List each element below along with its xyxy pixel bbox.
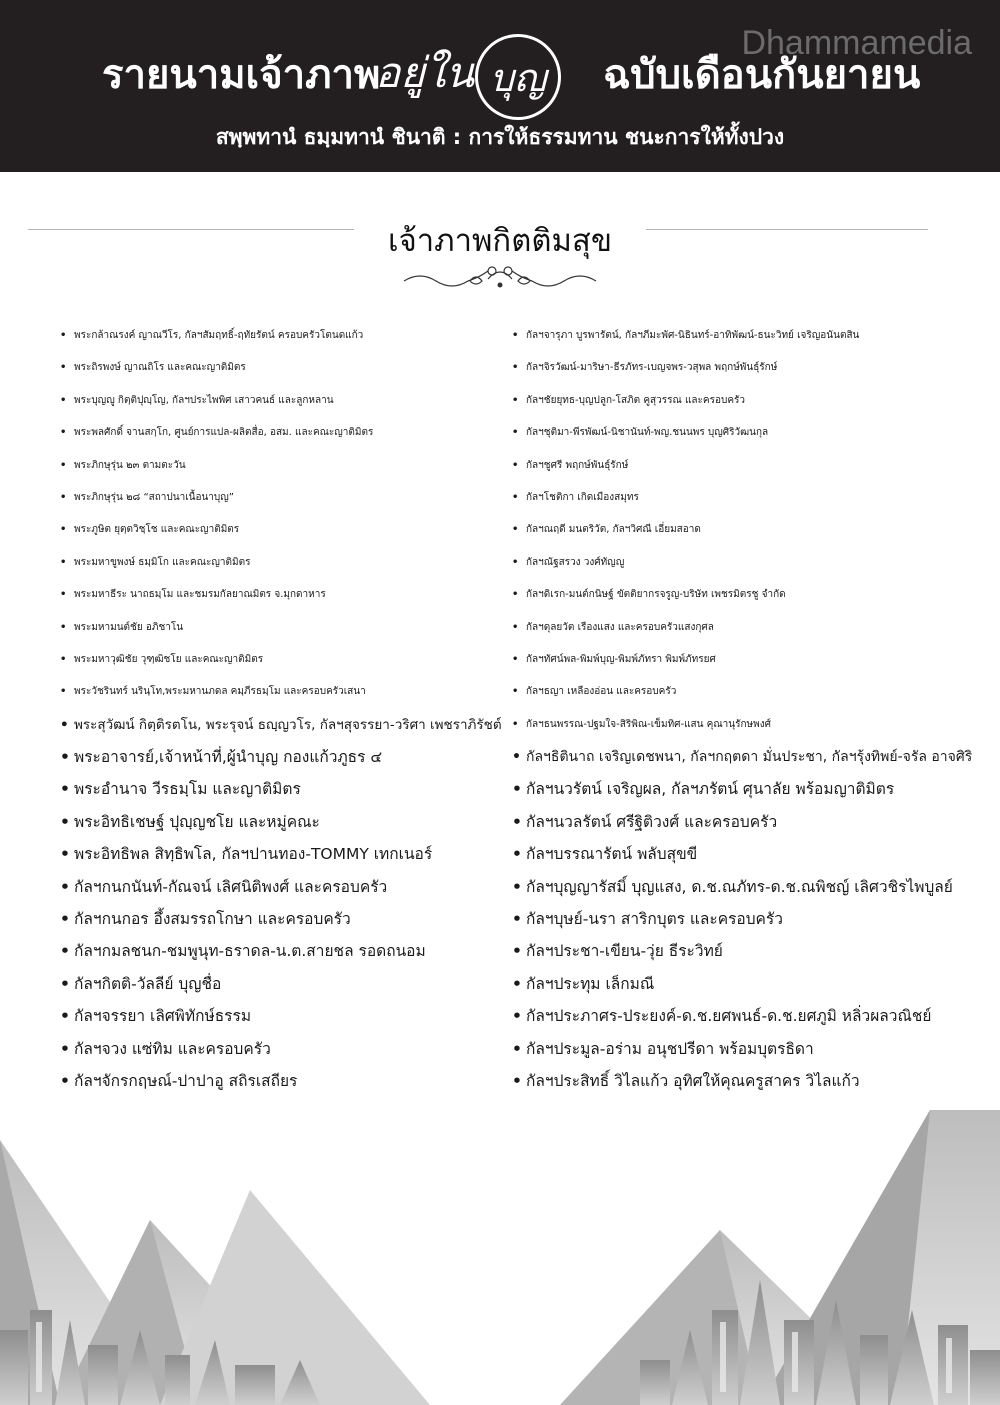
list-item	[512, 903, 972, 935]
host-name: กัลฯกมลชนก-ชมพูนุท-ธราดล-น.ต.สายชล รอดถนอม	[74, 942, 426, 961]
list-item	[60, 935, 502, 967]
list-item	[512, 612, 972, 644]
title-left: รายนามเจ้าภาพ	[102, 52, 381, 98]
list-item	[512, 1065, 972, 1097]
bullet-icon: •	[512, 653, 519, 665]
list-item	[60, 644, 502, 676]
host-name: กัลฯจารุภา บูรพารัตน์, กัลฯภีมะพัศ-นิธินทร์-อาทิพัฒน์-ธนะวิทย์ เจริญอนันตสิน	[526, 330, 860, 341]
host-name: กัลฯประสิทธิ์ วิไลแก้ว อุทิศให้คุณครูสาคร วิไลแก้ว	[526, 1071, 860, 1090]
list-item	[60, 417, 502, 449]
bullet-icon: •	[512, 812, 522, 831]
bullet-icon: •	[60, 716, 69, 733]
bullet-icon: •	[60, 589, 67, 601]
bullet-icon: •	[60, 524, 67, 536]
bullet-icon: •	[60, 780, 70, 799]
list-item	[512, 417, 972, 449]
host-name: กัลฯดิเรก-มนต์กนิษฐ์ ขัตติยากรจรูญ-บริษัท เพชรมิตรชู จำกัด	[526, 589, 786, 601]
flourish-ornament-icon	[400, 259, 600, 293]
host-name: กัลฯนวรัตน์ เจริญผล, กัลฯภรัตน์ ศุนาลัย พร้อมญาติมิตร	[526, 780, 895, 799]
list-item	[60, 676, 502, 708]
bullet-icon: •	[60, 459, 67, 471]
list-item	[512, 644, 972, 676]
host-name: พระมหามนต์ชัย อภิชาโน	[74, 621, 184, 633]
bullet-icon: •	[60, 1039, 70, 1058]
bullet-icon: •	[512, 780, 522, 799]
list-item	[60, 903, 502, 935]
bullet-icon: •	[512, 1007, 522, 1026]
list-item	[60, 741, 502, 773]
host-name: พระมหาวุฒิชัย วุฑฺฒิชโย และคณะญาติมิตร	[74, 653, 264, 665]
host-name: กัลฯนวลรัตน์ ศรีฐิติวงศ์ และครอบครัว	[526, 812, 778, 831]
list-item	[512, 871, 972, 903]
list-item	[60, 1033, 502, 1065]
host-name: พระภูษิต ยุตฺตวิชฺโช และคณะญาติมิตร	[74, 524, 240, 536]
bullet-icon: •	[60, 910, 70, 929]
bullet-icon: •	[512, 686, 519, 698]
bullet-icon: •	[60, 1007, 70, 1026]
bullet-icon: •	[512, 394, 519, 406]
list-item	[60, 773, 502, 805]
host-name: พระถิรพงษ์ ญาณถิโร และคณะญาติมิตร	[74, 362, 246, 374]
host-name: พระสุวัฒน์ กิตฺติรตโน, พระรุจน์ ธญฺญวโร, กัลฯสุจรรยา-วริศา เพชราภิรัชต์	[74, 716, 502, 733]
host-name: กัลฯบุญญารัสมิ์ บุญแสง, ด.ช.ณภัทร-ด.ช.ณพิชญ์ เลิศวชิรไพบูลย์	[526, 877, 953, 896]
bullet-icon: •	[512, 845, 522, 864]
host-name: กัลฯณัฐสรวง วงศ์ทัญญู	[526, 556, 625, 568]
list-item	[60, 709, 502, 741]
list-item	[512, 482, 972, 514]
host-name: กัลฯโชติกา เกิดเมืองสมุทร	[526, 491, 639, 503]
bullet-icon: •	[512, 621, 519, 633]
list-item	[512, 352, 972, 384]
list-item	[512, 1000, 972, 1032]
list-item	[60, 968, 502, 1000]
host-name: กัลฯธญา เหลืองอ่อน และครอบครัว	[526, 686, 677, 698]
bullet-icon: •	[512, 427, 519, 439]
bullet-icon: •	[60, 330, 67, 341]
host-name: กัลฯชูศรี พฤกษ์พันธุ์รักษ์	[526, 459, 629, 471]
host-name: กัลฯกนกนันท์-กัณจน์ เลิศนิติพงศ์ และครอบครัว	[74, 877, 388, 896]
bullet-icon: •	[60, 686, 67, 698]
list-item	[512, 385, 972, 417]
bullet-icon: •	[512, 556, 519, 568]
header-banner	[0, 0, 1000, 172]
host-name: พระวัชรินทร์ นรินฺโท,พระมหานภดล คมฺภีรธมฺโม และครอบครัวเสนา	[74, 686, 366, 698]
host-name: พระอำนาจ วีรธมฺโม และญาติมิตร	[74, 780, 301, 799]
list-item	[60, 320, 502, 352]
list-item	[512, 676, 972, 708]
host-name: กัลฯชัยยุทธ-บุญปลูก-โสภิต คูสุวรรณ และครอบครัว	[526, 394, 745, 406]
list-item	[60, 612, 502, 644]
logo-word: อยู่ใน	[375, 48, 475, 97]
host-name: พระพลศักดิ์ จานสกฺโก, ศูนย์การแปล-ผลิตสื่อ, อสม. และคณะญาติมิตร	[74, 427, 374, 439]
host-name: พระอิทธิเชษฐ์ ปุญฺญชโย และหมู่คณะ	[74, 812, 320, 831]
bullet-icon: •	[512, 974, 522, 993]
host-name: กัลฯบรรณารัตน์ พลับสุขขี	[526, 845, 698, 864]
host-name: กัลฯประภาศร-ประยงค์-ด.ช.ยศพนธ์-ด.ช.ยศภูมิ หลิ่วผลวณิชย์	[526, 1007, 932, 1026]
host-name: พระภิกษุรุ่น ๒๓ ตามตะวัน	[74, 459, 186, 471]
host-name: กัลฯจักรกฤษณ์-ปาปาอู สถิรเสถียร	[74, 1071, 298, 1090]
list-item	[60, 871, 502, 903]
list-item	[60, 547, 502, 579]
host-name: กัลฯประมูล-อร่าม อนุชปรีดา พร้อมบุตรธิดา	[526, 1039, 814, 1058]
host-name: กัลฯจวง แซ่ทิม และครอบครัว	[74, 1039, 271, 1058]
list-item	[512, 709, 972, 741]
host-name: กัลฯทัศน์พล-พิมพ์บุญ-พิมพ์ภัทรา พิมพ์ภัทรยศ	[526, 653, 716, 665]
bullet-icon: •	[512, 589, 519, 601]
bullet-icon: •	[512, 942, 522, 961]
host-name: กัลฯธนพรรณ-ปฐมใจ-สิริพิณ-เข็มทิศ-แสน คุณานุรักษพงศ์	[526, 718, 771, 730]
bullet-icon: •	[512, 524, 519, 536]
title-right: ฉบับเดือนกันยายน	[603, 52, 921, 98]
bullet-icon: •	[60, 427, 67, 439]
host-list-left	[60, 320, 502, 1097]
host-name: พระมหาธีระ นาถธมฺโม และชมรมกัลยาณมิตร จ.มุกดาหาร	[74, 589, 326, 601]
host-list-right	[512, 320, 972, 1097]
bullet-icon: •	[512, 718, 519, 730]
host-name: กัลฯชุติมา-พีรพัฒน์-นิชานันท์-พญ.ชนนพร บุญศิริวัฒนกุล	[526, 427, 769, 439]
list-item	[60, 514, 502, 546]
list-item	[60, 838, 502, 870]
bullet-icon: •	[512, 330, 519, 341]
list-item	[60, 385, 502, 417]
bullet-icon: •	[60, 556, 67, 568]
host-name: กัลฯบุษย์-นรา สาริกบุตร และครอบครัว	[526, 910, 783, 929]
list-item	[60, 1065, 502, 1097]
list-item	[512, 547, 972, 579]
host-name: กัลฯกนกอร อึ้งสมรรถโกษา และครอบครัว	[74, 910, 351, 929]
bullet-icon: •	[60, 394, 67, 406]
host-name: พระอาจารย์,เจ้าหน้าที่,ผู้นำบุญ กองแก้วภูธร ๔	[74, 748, 383, 767]
bullet-icon: •	[60, 812, 70, 831]
list-item	[512, 741, 972, 773]
bullet-icon: •	[512, 362, 519, 374]
list-item	[60, 1000, 502, 1032]
bullet-icon: •	[512, 910, 522, 929]
list-item	[512, 935, 972, 967]
host-name: พระกล้าณรงค์ ญาณวีโร, กัลฯสัมฤทธิ์-ฤทัยรัตน์ ครอบครัวโตนดแก้ว	[74, 330, 364, 341]
list-item	[60, 482, 502, 514]
host-name: พระมหาขูพงษ์ ธมฺมิโก และคณะญาติมิตร	[74, 556, 251, 568]
bullet-icon: •	[512, 877, 522, 896]
bullet-icon: •	[512, 1071, 522, 1090]
list-item	[60, 450, 502, 482]
list-item	[512, 968, 972, 1000]
host-name: กัลฯประทุม เล็กมณี	[526, 974, 655, 993]
logo-circle: บุญ	[475, 34, 561, 120]
host-name: กัลฯณฤดี มนตริวัต, กัลฯวิศณี เอี่ยมสอาด	[526, 524, 701, 536]
list-item	[512, 450, 972, 482]
bullet-icon: •	[60, 1071, 70, 1090]
list-item	[512, 838, 972, 870]
section-title: เจ้าภาพกิตติมสุข	[387, 223, 613, 259]
host-name: กัลฯธิตินาถ เจริญเดชพนา, กัลฯกฤตดา มั่นประชา, กัลฯรุ้งทิพย์-จรัล อาจศิริ	[526, 749, 973, 766]
pyramid-city-illustration-icon	[0, 1110, 1000, 1405]
bullet-icon: •	[60, 974, 70, 993]
watermark: Dhammamedia	[741, 24, 972, 62]
bullet-icon: •	[60, 748, 70, 767]
host-name: กัลฯดุลยวัต เรืองแสง และครอบครัวแสงกุศล	[526, 621, 714, 633]
bullet-icon: •	[60, 942, 70, 961]
host-name: กัลฯจิรวัฒน์-มาริษา-ธีรภัทร-เบญจพร-วสุพล พฤกษ์พันธุ์รักษ์	[526, 362, 778, 374]
host-name: กัลฯประชา-เขียน-วุ่ย ธีระวิทย์	[526, 942, 723, 961]
list-item	[512, 320, 972, 352]
bullet-icon: •	[60, 621, 67, 633]
magazine-logo	[375, 34, 585, 120]
list-item	[60, 579, 502, 611]
list-item	[60, 352, 502, 384]
bullet-icon: •	[512, 491, 519, 503]
title-row	[0, 34, 1000, 120]
host-name: พระบุญญู กิตฺติปุญฺโญ, กัลฯประไพพิศ เสาวคนธ์ และลูกหลาน	[74, 394, 334, 406]
bullet-icon: •	[60, 362, 67, 374]
header-subtitle: สพฺพทานํ ธมฺมทานํ ชินาติ : การให้ธรรมทาน ชนะการให้ทั้งปวง	[215, 125, 785, 149]
host-name: พระภิกษุรุ่น ๒๘ “สถาปนาเนื้อนาบุญ”	[74, 491, 234, 503]
section-heading	[0, 215, 1000, 295]
host-name: กัลฯกิตติ-วัลลีย์ บุญชื่อ	[74, 974, 222, 993]
list-item	[512, 806, 972, 838]
bullet-icon: •	[60, 491, 67, 503]
list-item	[512, 514, 972, 546]
bullet-icon: •	[60, 877, 70, 896]
bullet-icon: •	[512, 1039, 522, 1058]
list-item	[512, 1033, 972, 1065]
bullet-icon: •	[60, 653, 67, 665]
bullet-icon: •	[512, 749, 521, 766]
host-name: พระอิทธิพล สิทฺธิพโล, กัลฯปานทอง-TOMMY เทกเนอร์	[74, 845, 433, 864]
host-name: กัลฯจรรยา เลิศพิทักษ์ธรรม	[74, 1007, 252, 1026]
bullet-icon: •	[512, 459, 519, 471]
list-item	[512, 773, 972, 805]
list-item	[60, 806, 502, 838]
list-item	[512, 579, 972, 611]
bullet-icon: •	[60, 845, 70, 864]
